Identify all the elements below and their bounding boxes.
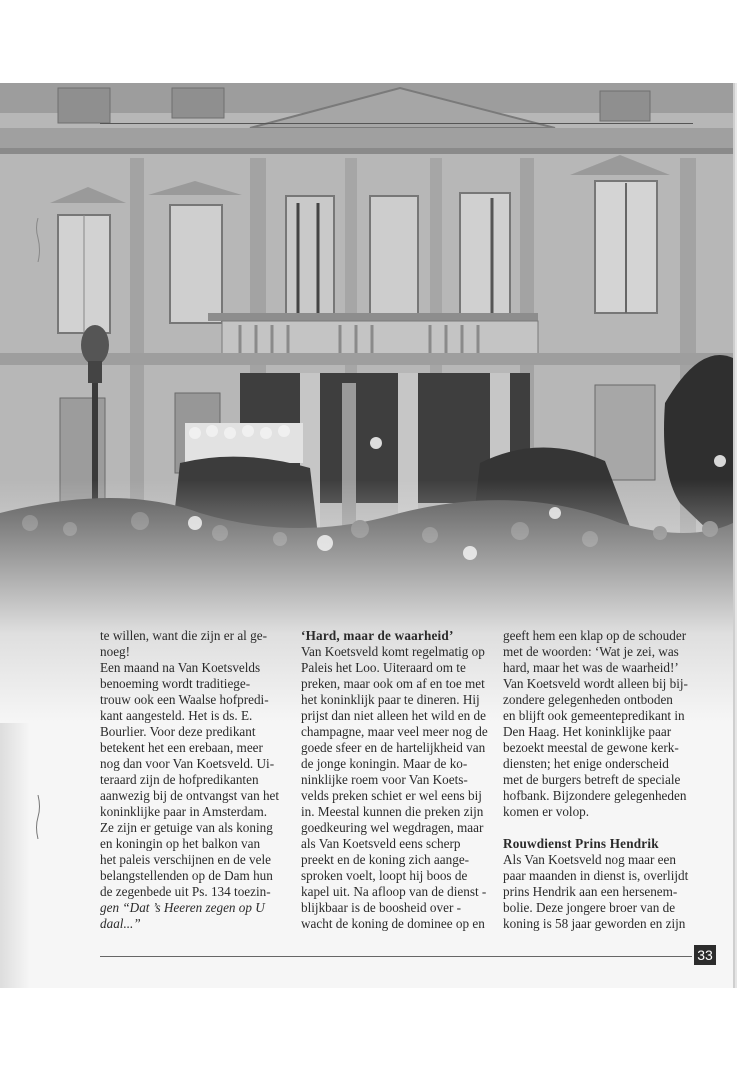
text-line: noeg! [100, 644, 131, 659]
text-line: prijst dan niet alleen het wild en de [301, 708, 486, 723]
paper-crease-mark-bottom [34, 795, 42, 839]
text-line: betekent het een erebaan, meer [100, 740, 263, 755]
top-rule [100, 123, 693, 124]
text-line: en blijft ook gemeentepredikant in [503, 708, 685, 723]
text-line: goede sfeer en de hartelijkheid van [301, 740, 486, 755]
text-line: preken, maar ook om af en toe met [301, 676, 485, 691]
text-line: met de burgers betreft de speciale [503, 772, 681, 787]
text-line: koninklijke paar in Amsterdam. [100, 804, 268, 819]
text-line: nog dan voor Van Koetsveld. Ui- [100, 756, 275, 771]
text-line: belangstellenden op de Dam hun [100, 868, 273, 883]
column-2 [301, 628, 490, 932]
text-line: het koninklijk paar te dineren. Hij [301, 692, 480, 707]
text-line: sproken voelt, loopt hij boos de [301, 868, 468, 883]
text-line: kant aangesteld. Het is ds. E. [100, 708, 253, 723]
text-line: in. Meestal kunnen die preken zijn [301, 804, 484, 819]
text-line: paar maanden in dienst is, overlijdt [503, 868, 689, 883]
column-3 [503, 628, 693, 932]
text-line: Een maand na Van Koetsvelds [100, 660, 261, 675]
magazine-page [0, 83, 733, 988]
text-line: zondere gelegenheden ontboden [503, 692, 673, 707]
text-line: Den Haag. Het koninklijke paar [503, 724, 672, 739]
text-line: teraard zijn de hofpredikanten [100, 772, 259, 787]
section-heading-rouwdienst-prins-hendrik: Rouwdienst Prins Hendrik [503, 836, 659, 851]
paper-crease-mark-top [34, 218, 42, 262]
text-line: met de woorden: ‘Wat je zei, was [503, 644, 679, 659]
text-line: trouw ook een Waalse hofpredi- [100, 692, 269, 707]
text-line: Ze zijn er getuige van als koning [100, 820, 273, 835]
bottom-rule [100, 956, 692, 957]
text-line: benoeming wordt traditiege- [100, 676, 251, 691]
text-line: ninklijke roem voor Van Koets- [301, 772, 468, 787]
text-line: gen “Dat ’s Heeren zegen op U [100, 900, 265, 915]
text-line: hard, maar het was de waarheid!’ [503, 660, 679, 675]
text-line: komen er volop. [503, 804, 590, 819]
text-line: wacht de koning de dominee op en [301, 916, 485, 931]
text-line: Paleis het Loo. Uiteraard om te [301, 660, 466, 675]
text-line: blijkbaar is de boosheid over - [301, 900, 462, 915]
text-line: kapel uit. Na afloop van de dienst - [301, 884, 487, 899]
text-line: Van Koetsveld komt regelmatig op [301, 644, 485, 659]
paragraph-gap [503, 820, 693, 836]
text-line: geeft hem een klap op de schouder [503, 628, 687, 643]
text-line: hofbank. Bijzondere gelegenheden [503, 788, 687, 803]
section-heading-hard-maar-de-waarheid: ‘Hard, maar de waarheid’ [301, 628, 454, 643]
text-line: Bourlier. Voor deze predikant [100, 724, 256, 739]
text-line: champagne, maar veel meer nog de [301, 724, 488, 739]
palace-photo [0, 83, 733, 723]
text-line: prins Hendrik aan een hersenem- [503, 884, 678, 899]
text-line: het paleis verschijnen en de vele [100, 852, 271, 867]
text-line: aanwezig bij de ontvangst van het [100, 788, 280, 803]
text-line: daal...” [100, 916, 141, 931]
text-line: bolie. Deze jongere broer van de [503, 900, 676, 915]
text-line: te willen, want die zijn er al ge- [100, 628, 267, 643]
text-line: bezoekt meestal de gewone kerk- [503, 740, 679, 755]
text-line: als Van Koetsveld eens scherp [301, 836, 461, 851]
text-line: Van Koetsveld wordt alleen bij bij- [503, 676, 688, 691]
text-line: preekt en de koning zich aange- [301, 852, 470, 867]
text-line: koning is 58 jaar geworden en zijn [503, 916, 686, 931]
text-line: Als Van Koetsveld nog maar een [503, 852, 676, 867]
text-line: velds preken schiet er wel eens bij [301, 788, 482, 803]
page-number: 33 [694, 945, 716, 965]
text-line: de zegenbede uit Ps. 134 toezin- [100, 884, 271, 899]
text-line: diensten; het enige onderscheid [503, 756, 669, 771]
text-line: en koningin op het balkon van [100, 836, 261, 851]
text-line: de jonge koningin. Maar de ko- [301, 756, 468, 771]
text-line: goedkeuring wel wegdragen, maar [301, 820, 484, 835]
column-1 [100, 628, 287, 932]
